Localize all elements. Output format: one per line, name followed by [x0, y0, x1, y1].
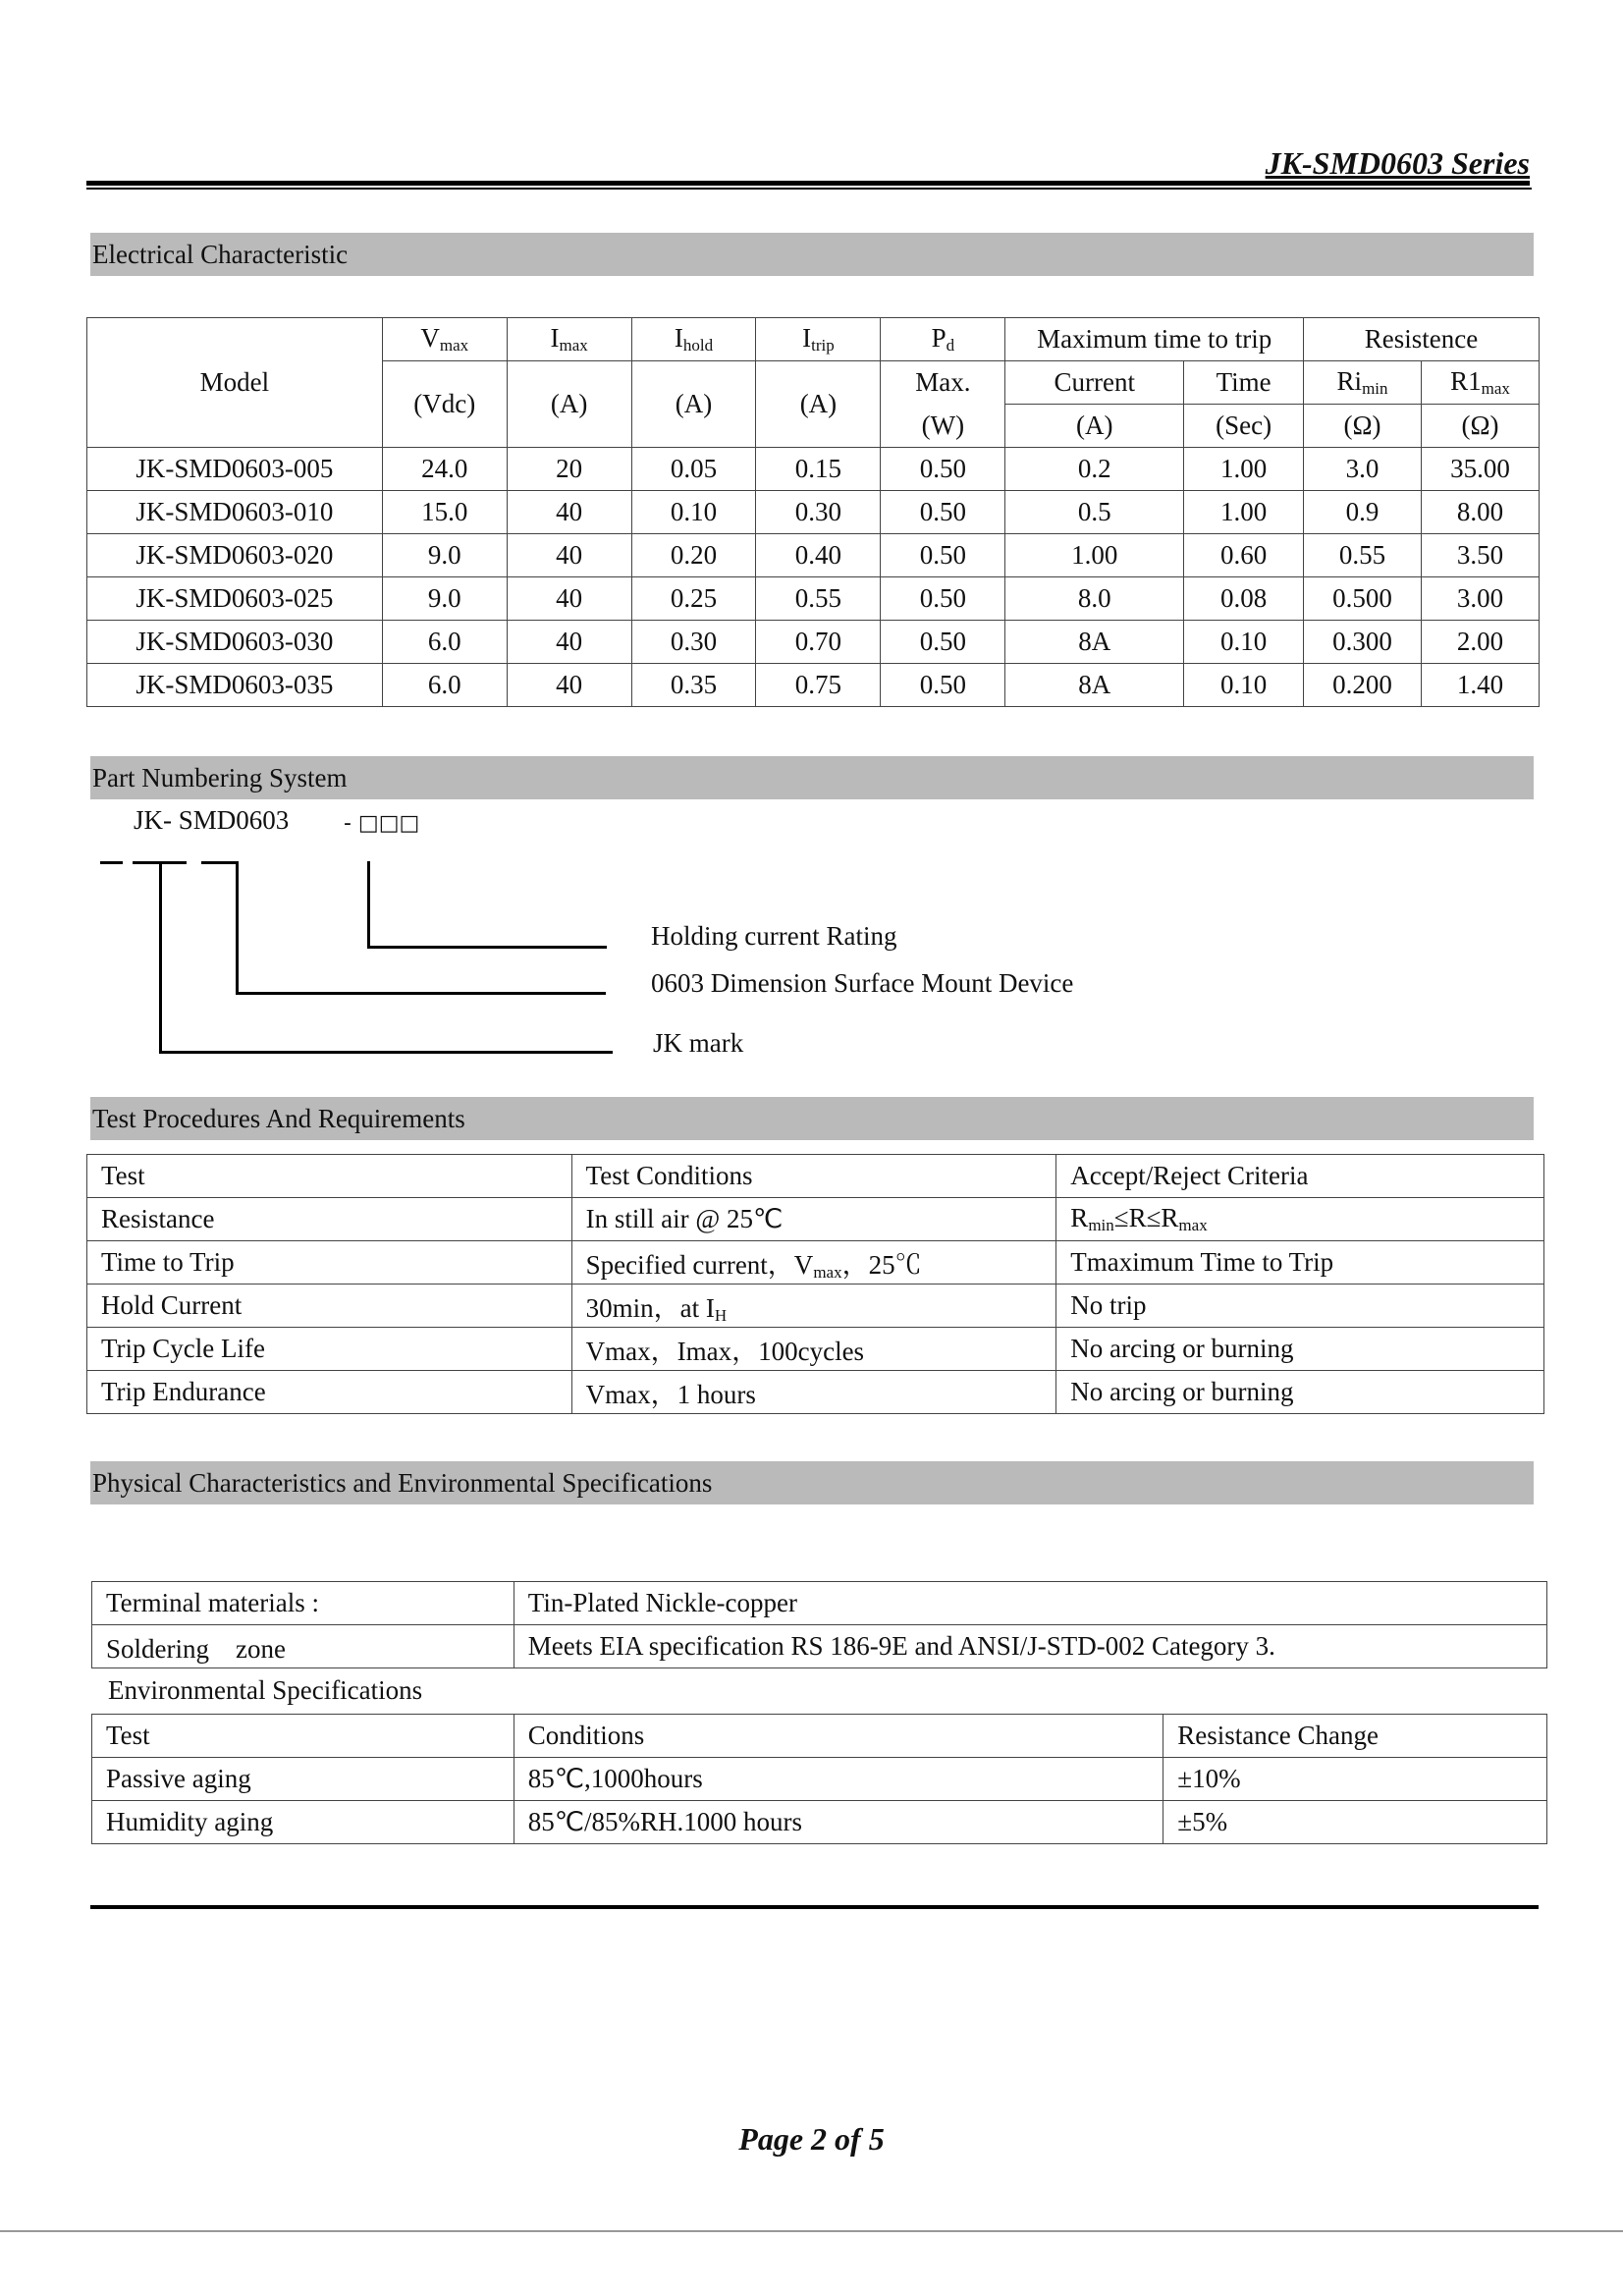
table-row: Trip Cycle Life Vmax，Imax，100cycles No arcing or burning [87, 1328, 1544, 1371]
value-cell: 0.15 [756, 448, 881, 491]
leader-jk-horizontal [159, 1051, 613, 1054]
table-row [87, 491, 1540, 534]
value-cell: 40 [507, 577, 631, 621]
value-cell: 20 [507, 448, 631, 491]
header-imax: $I_{max}$ [507, 318, 631, 361]
leader-smd-horizontal [236, 992, 606, 995]
value-cell: 0.55 [1304, 534, 1422, 577]
section-electrical-characteristic: Electrical Characteristic [90, 233, 1534, 276]
value-cell: 6.0 [382, 621, 507, 664]
value-cell: 40 [507, 664, 631, 707]
table-row: Hold Current 30min，at $I_H$ No trip [87, 1285, 1544, 1328]
value-cell: 2.00 [1422, 621, 1540, 664]
header-accept-reject: Accept/Reject Criteria [1056, 1155, 1544, 1198]
table-row [87, 577, 1540, 621]
value-cell: 0.70 [756, 621, 881, 664]
header-ihold: $I_{hold}$ [631, 318, 756, 361]
value-cell: 8A [1005, 664, 1184, 707]
value-cell: 24.0 [382, 448, 507, 491]
value-cell: 1.40 [1422, 664, 1540, 707]
leader-rating-vertical [367, 861, 370, 948]
table-row: Trip Endurance Vmax，1 hours No arcing or burning [87, 1371, 1544, 1414]
header-pd: $P_d$ [881, 318, 1005, 361]
value-cell: 3.0 [1304, 448, 1422, 491]
value-cell: 3.50 [1422, 534, 1540, 577]
header-model: Model [87, 318, 383, 448]
value-cell: 0.40 [756, 534, 881, 577]
value-cell: 40 [507, 534, 631, 577]
unit-imax: (A) [507, 361, 631, 448]
value-cell: 8.0 [1005, 577, 1184, 621]
value-cell: 0.200 [1304, 664, 1422, 707]
value-cell: 1.00 [1184, 491, 1304, 534]
table-row [87, 664, 1540, 707]
unit-time: (Sec) [1184, 405, 1304, 448]
unit-pd: (W) [881, 405, 1005, 448]
unit-vmax: (Vdc) [382, 361, 507, 448]
value-cell: 0.35 [631, 664, 756, 707]
header-resistence: Resistence [1304, 318, 1540, 361]
label-jk-mark: JK mark [653, 1028, 744, 1058]
header-r1max: $R1_{max}$ [1422, 361, 1540, 405]
environmental-table [91, 1714, 1547, 1844]
value-cell: 1.00 [1005, 534, 1184, 577]
model-cell: JK-SMD0603-020 [87, 534, 383, 577]
bracket-rating [201, 861, 237, 864]
value-cell: 0.500 [1304, 577, 1422, 621]
page-bottom-edge [0, 2230, 1623, 2232]
table-row: Time to Trip Specified current，$V_{max}$，25℃ Tmaximum Time to Trip [87, 1241, 1544, 1285]
header-rimin: $Ri_{min}$ [1304, 361, 1422, 405]
value-cell: 0.50 [881, 664, 1005, 707]
value-cell: 9.0 [382, 577, 507, 621]
document-series-title: JK-SMD0603 Series [1265, 145, 1530, 181]
value-cell: 0.10 [631, 491, 756, 534]
section-physical-characteristics: Physical Characteristics and Environmental Specifications [90, 1461, 1534, 1504]
value-cell: 0.25 [631, 577, 756, 621]
model-cell: JK-SMD0603-010 [87, 491, 383, 534]
value-cell: 0.10 [1184, 621, 1304, 664]
value-cell: 0.50 [881, 577, 1005, 621]
table-row [87, 534, 1540, 577]
part-number-code: JK- SMD0603 [134, 805, 290, 835]
unit-rimin: (Ω) [1304, 405, 1422, 448]
table-row [87, 621, 1540, 664]
leader-smd-vertical [236, 861, 239, 994]
bracket-jk [100, 861, 123, 864]
table-row [87, 448, 1540, 491]
table-header-row: Test Conditions Resistance Change [92, 1715, 1547, 1758]
value-cell: 0.08 [1184, 577, 1304, 621]
value-cell: 0.10 [1184, 664, 1304, 707]
part-number-suffix: - □□□ [344, 811, 420, 836]
value-cell: 0.50 [881, 621, 1005, 664]
value-cell: 0.50 [881, 491, 1005, 534]
unit-itrip: (A) [756, 361, 881, 448]
section-test-procedures: Test Procedures And Requirements [90, 1097, 1534, 1140]
table-row: Soldering zone Meets EIA specification RS 186-9E and ANSI/J-STD-002 Category 3. [92, 1625, 1547, 1668]
header-max-time-to-trip: Maximum time to trip [1005, 318, 1304, 361]
test-procedures-table [86, 1154, 1544, 1414]
page-number: Page 2 of 5 [738, 2121, 885, 2157]
value-cell: 40 [507, 621, 631, 664]
value-cell: 0.9 [1304, 491, 1422, 534]
leader-jk-vertical [159, 861, 162, 1054]
value-cell: 0.05 [631, 448, 756, 491]
unit-current: (A) [1005, 405, 1184, 448]
header-rule [86, 181, 1530, 186]
unit-ihold: (A) [631, 361, 756, 448]
electrical-table [86, 317, 1540, 707]
table-row: Humidity aging 85℃/85%RH.1000 hours ±5% [92, 1801, 1547, 1844]
value-cell: 0.2 [1005, 448, 1184, 491]
value-cell: 6.0 [382, 664, 507, 707]
value-cell: 40 [507, 491, 631, 534]
value-cell: 0.50 [881, 448, 1005, 491]
value-cell: 9.0 [382, 534, 507, 577]
footer-rule [90, 1905, 1539, 1909]
section-part-numbering-system: Part Numbering System [90, 756, 1534, 799]
value-cell: 0.30 [756, 491, 881, 534]
label-0603-dimension: 0603 Dimension Surface Mount Device [651, 968, 1074, 998]
value-cell: 0.75 [756, 664, 881, 707]
model-cell: JK-SMD0603-030 [87, 621, 383, 664]
header-rule-thin [86, 188, 1532, 190]
leader-rating-horizontal [367, 946, 607, 949]
header-current: Current [1005, 361, 1184, 405]
table-row: Resistance In still air @ 25℃ $R_{min}\le R\le R_{max}$ [87, 1198, 1544, 1241]
physical-table [91, 1581, 1547, 1668]
header-test: Test [87, 1155, 572, 1198]
model-cell: JK-SMD0603-025 [87, 577, 383, 621]
value-cell: 0.5 [1005, 491, 1184, 534]
header-itrip: $I_{trip}$ [756, 318, 881, 361]
model-cell: JK-SMD0603-005 [87, 448, 383, 491]
value-cell: 8.00 [1422, 491, 1540, 534]
header-test-conditions: Test Conditions [571, 1155, 1056, 1198]
value-cell: 0.60 [1184, 534, 1304, 577]
value-cell: 0.20 [631, 534, 756, 577]
value-cell: 1.00 [1184, 448, 1304, 491]
header-pd-max: Max. [881, 361, 1005, 405]
table-row: Terminal materials : Tin-Plated Nickle-copper [92, 1582, 1547, 1625]
table-row: Passive aging 85℃,1000hours ±10% [92, 1758, 1547, 1801]
value-cell: 3.00 [1422, 577, 1540, 621]
value-cell: 0.30 [631, 621, 756, 664]
unit-r1max: (Ω) [1422, 405, 1540, 448]
value-cell: 0.300 [1304, 621, 1422, 664]
value-cell: 15.0 [382, 491, 507, 534]
table-header-row [87, 1155, 1544, 1198]
value-cell: 35.00 [1422, 448, 1540, 491]
header-time: Time [1184, 361, 1304, 405]
model-cell: JK-SMD0603-035 [87, 664, 383, 707]
label-holding-current-rating: Holding current Rating [651, 921, 897, 951]
environmental-specifications-title: Environmental Specifications [108, 1675, 423, 1705]
value-cell: 8A [1005, 621, 1184, 664]
value-cell: 0.55 [756, 577, 881, 621]
value-cell: 0.50 [881, 534, 1005, 577]
header-vmax: $V_{max}$ [382, 318, 507, 361]
